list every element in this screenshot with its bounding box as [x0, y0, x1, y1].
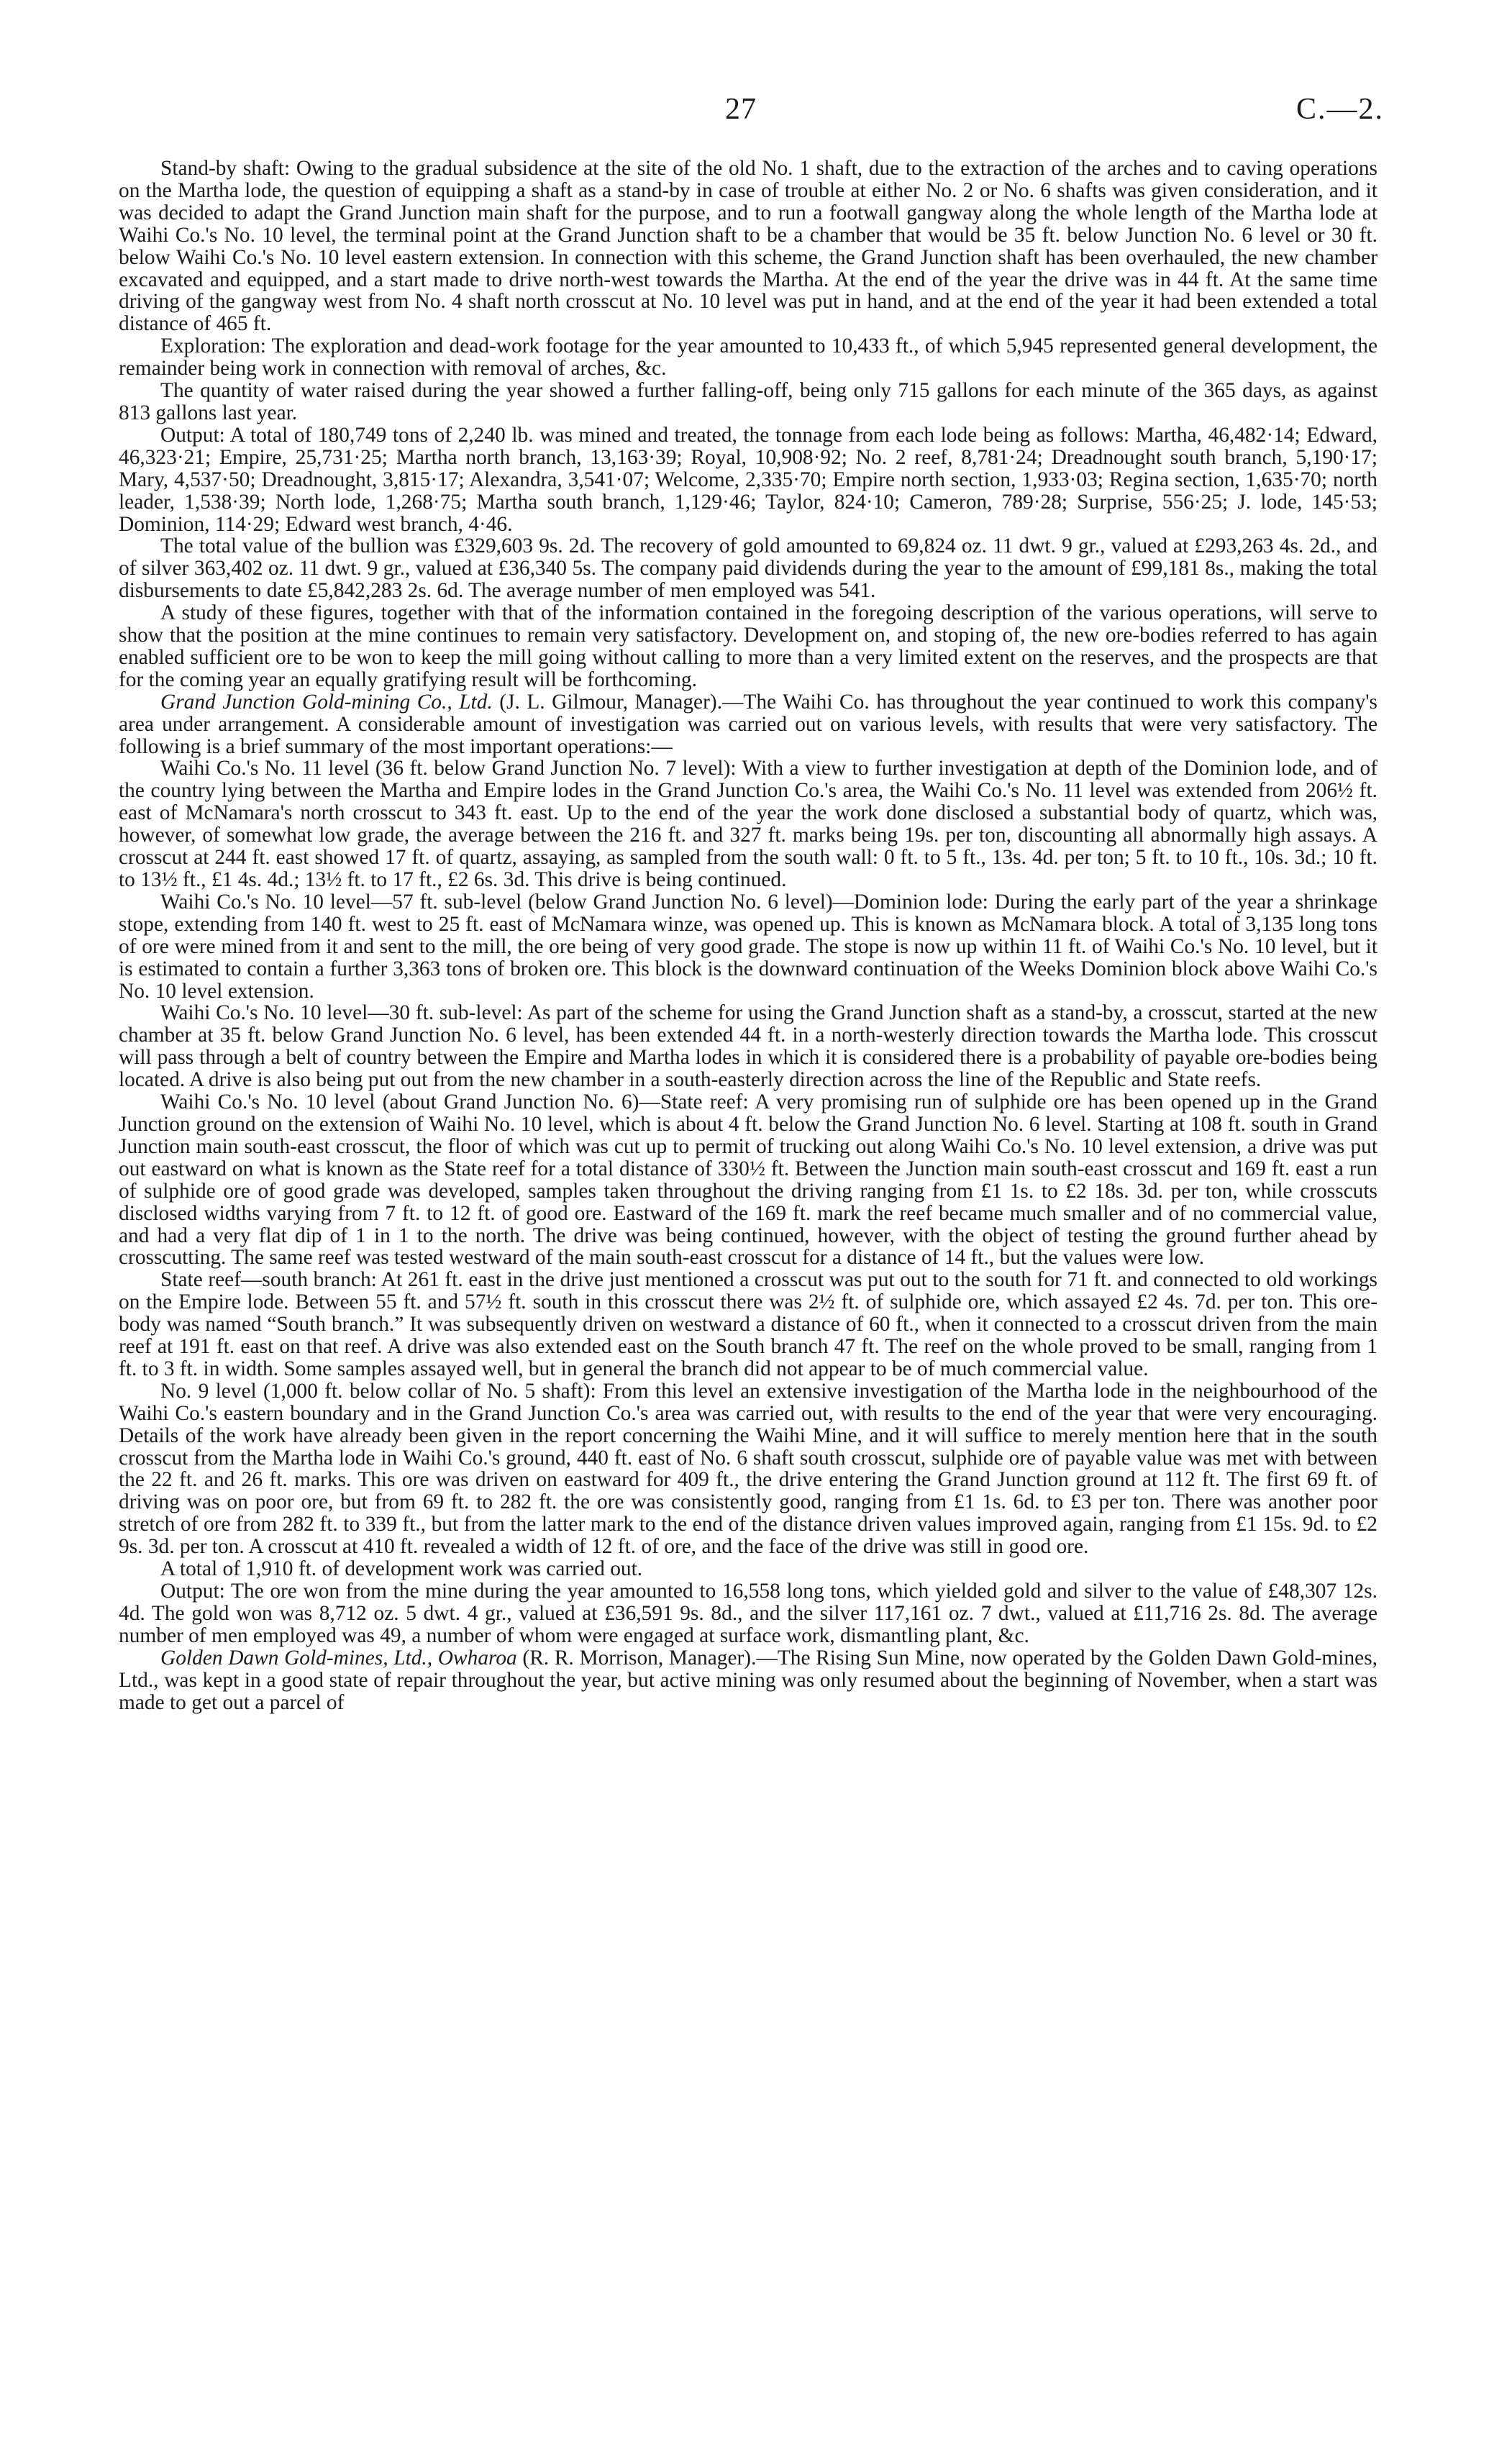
paragraph-state-reef: Waihi Co.'s No. 10 level (about Grand Junction No. 6)—State reef: A very promising run of sulphide ore has been opened up in the Grand Junction ground on the extension of Waihi No. 10 level, which is about 4 ft. below the Grand Junction No. 6 level. Starting at 108 ft. south in Grand Junction main south-east crosscut, the floor of which was cut up to permit of trucking out along Waihi Co.'s No. 10 level extension, a drive was put out eastward on what is known as the State reef for a total distance of 330½ ft. Between the Junction main south-east crosscut and 169 ft. east a run of sulphide ore of good grade was developed, samples taken throughout the driving ranging from £1 1s. to £2 18s. 3d. per ton, while crosscuts disclosed widths varying from 7 ft. to 12 ft. of good ore. Eastward of the 169 ft. mark the reef became much smaller and of no commercial value, and had a very flat dip of 1 in 1 to the north. The drive was being continued, however, with the object of testing the ground further ahead by crosscutting. The same reef was tested westward of the main south-east crosscut for a distance of 14 ft., but the values were low.: [119, 1090, 1377, 1270]
paragraph-no11-level: Waihi Co.'s No. 11 level (36 ft. below Grand Junction No. 7 level): With a view to further investigation at depth of the Dominion lode, and of the country lying between the Martha and Empire lodes in the Grand Junction Co.'s area, the Waihi Co.'s No. 11 level was extended from 206½ ft. east of McNamara's north crosscut to 343 ft. east. Up to the end of the year the work done disclosed a substantial body of quartz, which was, however, of somewhat low grade, the average between the 216 ft. and 327 ft. marks being 19s. per ton, discounting all abnormally high assays. A crosscut at 244 ft. east showed 17 ft. of quartz, assaying, as sampled from the south wall: 0 ft. to 5 ft., 13s. 4d. per ton; 5 ft. to 10 ft., 10s. 3d.; 10 ft. to 13½ ft., £1 4s. 4d.; 13½ ft. to 17 ft., £2 6s. 3d. This drive is being continued.: [119, 757, 1377, 891]
report-body: [119, 158, 1377, 1713]
paragraph-no10-57ft-sublevel: Waihi Co.'s No. 10 level—57 ft. sub-level (below Grand Junction No. 6 level)—Dominion lode: During the early part of the year a shrinkage stope, extending from 140 ft. west to 25 ft. east of McNamara winze, was opened up. This is known as McNamara block. A total of 3,135 long tons of ore were mined from it and sent to the mill, the ore being of very good grade. The stope is now up within 11 ft. of Waihi Co.'s No. 10 level, but it is estimated to contain a further 3,363 tons of broken ore. This block is the downward continuation of the Weeks Dominion block above Waihi Co.'s No. 10 level extension.: [119, 890, 1377, 1003]
page-number: 27: [725, 93, 757, 126]
paragraph-exploration: Exploration: The exploration and dead-work footage for the year amounted to 10,433 ft., of which 5,945 represented general development, the remainder being work in connection with removal of arches, &c.: [119, 334, 1377, 381]
paragraph-output-grand-junction: Output: The ore won from the mine during the year amounted to 16,558 long tons, which yielded gold and silver to the value of £48,307 12s. 4d. The gold won was 8,712 oz. 5 dwt. 4 gr., valued at £36,591 9s. 8d., and the silver 117,161 oz. 7 dwt., valued at £11,716 2s. 8d. The average number of men employed was 49, a number of whom were engaged at surface work, dismantling plant, &c.: [119, 1580, 1377, 1647]
paragraph-water: The quantity of water raised during the year showed a further falling-off, being only 715 gallons for each minute of the 365 days, as against 813 gallons last year.: [119, 379, 1377, 424]
paragraph-standby-shaft: Stand-by shaft: Owing to the gradual subsidence at the site of the old No. 1 shaft, due to the extraction of the arches and to caving operations on the Martha lode, the question of equipping a shaft as a stand-by in case of trouble at either No. 2 or No. 6 shafts was given consideration, and it was decided to adapt the Grand Junction main shaft for the purpose, and to run a footwall gangway along the whole length of the Martha lode at Waihi Co.'s No. 10 level, the terminal point at the Grand Junction shaft to be a chamber that would be 35 ft. below Junction No. 6 level or 30 ft. below Waihi Co.'s No. 10 level eastern extension. In connection with this scheme, the Grand Junction shaft has been overhauled, the new chamber excavated and equipped, and a start made to drive north-west towards the Martha. At the end of the year the drive was in 44 ft. At the same time driving of the gangway west from No. 4 shaft north crosscut at No. 10 level was put in hand, and at the end of the year it had been extended a total distance of 465 ft.: [119, 157, 1377, 336]
company-name-grand-junction: Grand Junction Gold-mining Co., Ltd.: [160, 690, 493, 714]
paragraph-state-reef-south-branch: State reef—south branch: At 261 ft. east in the drive just mentioned a crosscut was put out to the south for 71 ft. and connected to old workings on the Empire lode. Between 55 ft. and 57½ ft. south in this crosscut there was 2½ ft. of sulphide ore, which assayed £2 4s. 7d. per ton. This ore-body was named “South branch.” It was subsequently driven on westward a distance of 60 ft., when it connected to a crosscut driven from the main reef at 191 ft. east on that reef. A drive was also extended east on the South branch 47 ft. The reef on the whole proved to be small, ranging from 1 ft. to 3 ft. in width. Some samples assayed well, but in general the branch did not appear to be of much commercial value.: [119, 1268, 1377, 1380]
paragraph-bullion-value: The total value of the bullion was £329,603 9s. 2d. The recovery of gold amounted to 69,824 oz. 11 dwt. 9 gr., valued at £293,263 4s. 2d., and of silver 363,402 oz. 11 dwt. 9 gr., valued at £36,340 5s. The company paid dividends during the year to the amount of £99,181 8s., making the total disbursements to date £5,842,283 2s. 6d. The average number of men employed was 541.: [119, 534, 1377, 603]
paragraph-grand-junction: Grand Junction Gold-mining Co., Ltd. (J. L. Gilmour, Manager).—The Waihi Co. has throughout the year continued to work this company's area under arrangement. A considerable amount of investigation was carried out on various levels, with results that were very satisfactory. The following is a brief summary of the most important operations:—: [119, 690, 1377, 758]
paragraph-study: A study of these figures, together with that of the information contained in the foregoing description of the various operations, will serve to show that the position at the mine continues to remain very satisfactory. Development on, and stoping of, the new ore-bodies referred to has again enabled sufficient ore to be won to keep the mill going without calling to more than a very limited extent on the reserves, and the prospects are that for the coming year an equally gratifying result will be forthcoming.: [119, 601, 1377, 691]
paragraph-development-total: A total of 1,910 ft. of development work was carried out.: [160, 1557, 643, 1581]
company-name-golden-dawn: Golden Dawn Gold-mines, Ltd., Owharoa: [160, 1646, 517, 1670]
page-header: [0, 92, 1512, 135]
paragraph-output-tonnage: Output: A total of 180,749 tons of 2,240 lb. was mined and treated, the tonnage from each lode being as follows: Martha, 46,482·14; Edward, 46,323·21; Empire, 25,731·25; Martha north branch, 13,163·39; Royal, 10,908·92; No. 2 reef, 8,781·24; Dreadnought south branch, 5,190·17; Mary, 4,537·50; Dreadnought, 3,815·17; Alexandra, 3,541·07; Welcome, 2,335·70; Empire north section, 1,933·03; Regina section, 1,635·70; north leader, 1,538·39; North lode, 1,268·75; Martha south branch, 1,129·46; Taylor, 824·10; Cameron, 789·28; Surprise, 556·25; J. lode, 145·53; Dominion, 114·29; Edward west branch, 4·46.: [119, 423, 1377, 536]
document-reference: C.—2.: [1295, 93, 1384, 126]
paragraph-golden-dawn: Golden Dawn Gold-mines, Ltd., Owharoa (R. R. Morrison, Manager).—The Rising Sun Mine, now operated by the Golden Dawn Gold-mines, Ltd., was kept in a good state of repair throughout the year, but active mining was only resumed about the beginning of November, when a start was made to get out a parcel of: [119, 1646, 1377, 1714]
paragraph-no9-level: No. 9 level (1,000 ft. below collar of No. 5 shaft): From this level an extensive investigation of the Martha lode in the neighbourhood of the Waihi Co.'s eastern boundary and in the Grand Junction Co.'s area was carried out, with results to the end of the year that were very encouraging. Details of the work have already been given in the report concerning the Waihi Mine, and it will suffice to merely mention here that in the south crosscut from the Martha lode in Waihi Co.'s ground, 440 ft. east of No. 6 shaft south crosscut, sulphide ore of payable value was met with between the 22 ft. and 26 ft. marks. This ore was driven on eastward for 409 ft., the drive entering the Grand Junction ground at 112 ft. The first 69 ft. of driving was on poor ore, but from 69 ft. to 282 ft. the ore was consistently good, ranging from £1 1s. 6d. to £3 per ton. There was another poor stretch of ore from 282 ft. to 339 ft., but from the latter mark to the end of the distance driven values improved again, ranging from £1 15s. 9d. to £2 9s. 3d. per ton. A crosscut at 410 ft. revealed a width of 12 ft. of ore, and the face of the drive was still in good ore.: [119, 1379, 1377, 1559]
paragraph-no10-30ft-sublevel: Waihi Co.'s No. 10 level—30 ft. sub-level: As part of the scheme for using the Grand Junction shaft as a stand-by, a crosscut, started at the new chamber at 35 ft. below Grand Junction No. 6 level, has been extended 44 ft. in a north-westerly direction towards the Martha lode. This crosscut will pass through a belt of country between the Empire and Martha lodes in which it is considered there is a probability of payable ore-bodies being located. A drive is also being put out from the new chamber in a south-easterly direction across the line of the Republic and State reefs.: [119, 1001, 1377, 1092]
